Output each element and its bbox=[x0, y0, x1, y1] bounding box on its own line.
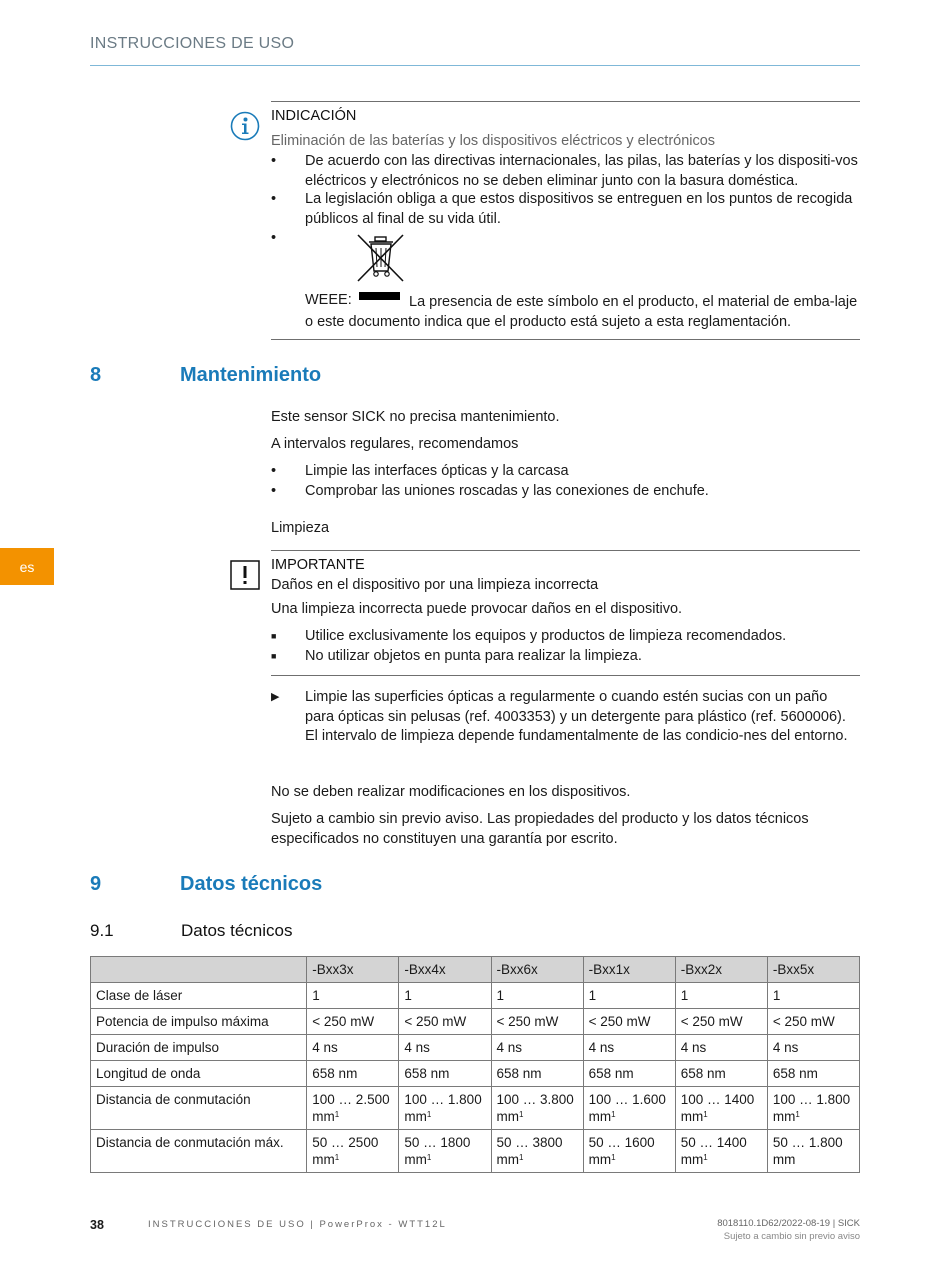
table-row bbox=[91, 1130, 860, 1173]
page-number: 38 bbox=[90, 1218, 104, 1232]
language-tab[interactable]: es bbox=[0, 548, 54, 585]
table-cell bbox=[675, 1087, 767, 1130]
bullet-mark: • bbox=[271, 483, 277, 499]
row-label: Clase de láser bbox=[91, 983, 307, 1009]
footnote-ref: 1 bbox=[611, 1153, 616, 1162]
table-cell: 4 ns bbox=[767, 1035, 859, 1061]
section-title: Datos técnicos bbox=[180, 873, 323, 895]
footnote-ref: 1 bbox=[334, 1153, 340, 1162]
list-item-text: Limpie las interfaces ópticas y la carcasa bbox=[305, 463, 569, 479]
subsection-number: 9.1 bbox=[90, 921, 114, 940]
list-item-text: De acuerdo con las directivas internacionales, las pilas, las baterías y los dispositi-vos eléctricos y electrónicos no se deben eliminar junto con la basura doméstica. bbox=[305, 153, 858, 189]
list-item-text: Comprobar las uniones roscadas y las conexiones de enchufe. bbox=[305, 483, 709, 499]
table-header-row bbox=[91, 957, 860, 983]
table-cell bbox=[307, 1130, 399, 1173]
footer-note: Sujeto a cambio sin previo aviso bbox=[723, 1231, 860, 1242]
footnote-ref: 1 bbox=[795, 1110, 800, 1119]
table-cell: 4 ns bbox=[491, 1035, 583, 1061]
table-row bbox=[91, 1061, 860, 1087]
cell-value: 50 … 1800 mm bbox=[404, 1135, 471, 1167]
warning-icon bbox=[230, 560, 260, 590]
footnote-ref: 1 bbox=[519, 1110, 524, 1119]
cell-value: 100 … 1.600 mm bbox=[588, 1092, 666, 1124]
notice-top-rule bbox=[271, 550, 860, 551]
table-header-cell: -Bxx3x bbox=[307, 957, 399, 983]
row-label: Distancia de conmutación bbox=[91, 1087, 307, 1130]
cell-value: 50 … 1600 mm bbox=[588, 1135, 655, 1167]
info-icon bbox=[230, 111, 260, 141]
table-header-cell bbox=[91, 957, 307, 983]
footnote-ref: 1 bbox=[426, 1153, 432, 1162]
cell-value: 100 … 1.800 mm bbox=[404, 1092, 482, 1124]
table-cell: < 250 mW bbox=[675, 1009, 767, 1035]
bullet-mark: • bbox=[271, 153, 277, 169]
page-header-title: INSTRUCCIONES DE USO bbox=[90, 35, 295, 52]
cell-value: 50 … 1400 mm bbox=[680, 1135, 747, 1167]
action-step bbox=[0, 688, 950, 768]
paragraph: No se deben realizar modificaciones en los dispositivos. bbox=[271, 784, 631, 800]
row-label: Distancia de conmutación máx. bbox=[91, 1130, 307, 1173]
notice-bottom-rule bbox=[271, 339, 860, 340]
action-arrow-icon: ▶ bbox=[271, 691, 280, 703]
cell-value: 100 … 1400 mm bbox=[680, 1092, 755, 1124]
section-title: Mantenimiento bbox=[180, 364, 322, 386]
table-cell bbox=[399, 1130, 491, 1173]
table-cell: 4 ns bbox=[583, 1035, 675, 1061]
list-item bbox=[0, 190, 950, 230]
cell-value: 50 … 3800 mm bbox=[496, 1135, 563, 1167]
cell-value: 50 … 1.800 mm bbox=[772, 1135, 843, 1167]
row-label: Longitud de onda bbox=[91, 1061, 307, 1087]
footer-reference: 8018110.1D62/2022-08-19 | SICK bbox=[717, 1218, 860, 1229]
list-item bbox=[0, 229, 950, 249]
section-number: 8 bbox=[90, 364, 102, 386]
notice-subtitle: Daños en el dispositivo por una limpieza incorrecta bbox=[271, 577, 599, 593]
table-cell: 1 bbox=[583, 983, 675, 1009]
table-cell: < 250 mW bbox=[491, 1009, 583, 1035]
table-cell: 1 bbox=[767, 983, 859, 1009]
table-cell: < 250 mW bbox=[307, 1009, 399, 1035]
table-cell: 1 bbox=[491, 983, 583, 1009]
table-header-cell: -Bxx5x bbox=[767, 957, 859, 983]
table-cell: 658 nm bbox=[491, 1061, 583, 1087]
list-item bbox=[0, 482, 950, 502]
table-row bbox=[91, 1009, 860, 1035]
table-header-cell: -Bxx1x bbox=[583, 957, 675, 983]
bullet-mark: • bbox=[271, 463, 277, 479]
table-cell bbox=[675, 1130, 767, 1173]
table-cell bbox=[583, 1130, 675, 1173]
table-cell: 4 ns bbox=[399, 1035, 491, 1061]
list-item bbox=[0, 152, 950, 192]
list-item bbox=[0, 627, 950, 647]
table-cell: < 250 mW bbox=[767, 1009, 859, 1035]
table-row bbox=[91, 1035, 860, 1061]
table-header-cell: -Bxx2x bbox=[675, 957, 767, 983]
cell-value: 50 … 2500 mm bbox=[312, 1135, 379, 1167]
table-cell: 658 nm bbox=[767, 1061, 859, 1087]
paragraph: Este sensor SICK no precisa mantenimiento. bbox=[271, 409, 560, 425]
header-divider bbox=[90, 65, 860, 66]
table-cell bbox=[767, 1130, 859, 1173]
weee-bin-icon bbox=[356, 233, 406, 283]
notice-label: INDICACIÓN bbox=[271, 108, 357, 124]
action-text: Limpie las superficies ópticas a regularmente o cuando estén sucias con un paño para ópticas sin pelusas (ref. 4003353) y un detergente para plástico (ref. 5600006). El intervalo de limpieza depende fundamentalmente de las condicio-nes del entorno. bbox=[305, 689, 848, 744]
section-number: 9 bbox=[90, 873, 102, 895]
table-cell bbox=[491, 1130, 583, 1173]
table-cell bbox=[307, 1087, 399, 1130]
table-cell: 658 nm bbox=[583, 1061, 675, 1087]
footnote-ref: 1 bbox=[334, 1110, 340, 1119]
cleaning-heading: Limpieza bbox=[271, 520, 330, 536]
table-cell: 4 ns bbox=[675, 1035, 767, 1061]
table-row bbox=[91, 983, 860, 1009]
row-label: Duración de impulso bbox=[91, 1035, 307, 1061]
notice-label: IMPORTANTE bbox=[271, 557, 365, 573]
footnote-ref: 1 bbox=[426, 1110, 432, 1119]
table-header-cell: -Bxx4x bbox=[399, 957, 491, 983]
table-cell bbox=[767, 1087, 859, 1130]
cell-value: 100 … 3.800 mm bbox=[496, 1092, 574, 1124]
list-item bbox=[0, 647, 950, 667]
table-cell: 658 nm bbox=[399, 1061, 491, 1087]
table-row bbox=[91, 1087, 860, 1130]
subsection-title: Datos técnicos bbox=[181, 921, 293, 940]
notice-bottom-rule bbox=[271, 675, 860, 676]
table-cell bbox=[583, 1087, 675, 1130]
table-cell: 4 ns bbox=[307, 1035, 399, 1061]
cell-value: 100 … 2.500 mm bbox=[312, 1092, 390, 1124]
footer-document-title: INSTRUCCIONES DE USO | PowerProx - WTT12L bbox=[148, 1219, 447, 1230]
technical-data-table bbox=[90, 956, 860, 1173]
footnote-ref: 1 bbox=[611, 1110, 616, 1119]
notice-subtitle: Eliminación de las baterías y los dispositivos eléctricos y electrónicos bbox=[271, 133, 716, 149]
list-item-text: La legislación obliga a que estos dispositivos se entreguen en los puntos de recogida públicos al final de su vida útil. bbox=[305, 191, 853, 227]
table-cell bbox=[491, 1087, 583, 1130]
table-cell: < 250 mW bbox=[583, 1009, 675, 1035]
notice-top-rule bbox=[271, 101, 860, 102]
table-cell: 1 bbox=[399, 983, 491, 1009]
weee-text: La presencia de este símbolo en el producto, el material de emba-laje o este documento indica que el producto está sujeto a esta reglamentación. bbox=[305, 294, 858, 330]
table-cell bbox=[399, 1087, 491, 1130]
square-bullet-mark: ■ bbox=[271, 631, 277, 641]
square-bullet-mark: ■ bbox=[271, 651, 277, 661]
table-cell: < 250 mW bbox=[399, 1009, 491, 1035]
list-item-text: No utilizar objetos en punta para realizar la limpieza. bbox=[305, 648, 642, 664]
table-cell: 658 nm bbox=[307, 1061, 399, 1087]
table-header-cell: -Bxx6x bbox=[491, 957, 583, 983]
list-item bbox=[0, 462, 950, 482]
footnote-ref: 1 bbox=[703, 1153, 708, 1162]
table-cell: 1 bbox=[307, 983, 399, 1009]
paragraph: A intervalos regulares, recomendamos bbox=[271, 436, 519, 452]
paragraph: Sujeto a cambio sin previo aviso. Las propiedades del producto y los datos técnicos especificados no constituyen una garantía por escrito. bbox=[271, 811, 809, 847]
notice-text: Una limpieza incorrecta puede provocar daños en el dispositivo. bbox=[271, 601, 683, 617]
weee-label: WEEE: bbox=[305, 292, 352, 308]
bullet-mark: • bbox=[271, 230, 277, 246]
footnote-ref: 1 bbox=[519, 1153, 524, 1162]
bullet-mark: • bbox=[271, 191, 277, 207]
footnote-ref: 1 bbox=[703, 1110, 708, 1119]
cell-value: 100 … 1.800 mm bbox=[772, 1092, 851, 1124]
row-label: Potencia de impulso máxima bbox=[91, 1009, 307, 1035]
table-cell: 658 nm bbox=[675, 1061, 767, 1087]
table-cell: 1 bbox=[675, 983, 767, 1009]
list-item-text: Utilice exclusivamente los equipos y productos de limpieza recomendados. bbox=[305, 628, 787, 644]
